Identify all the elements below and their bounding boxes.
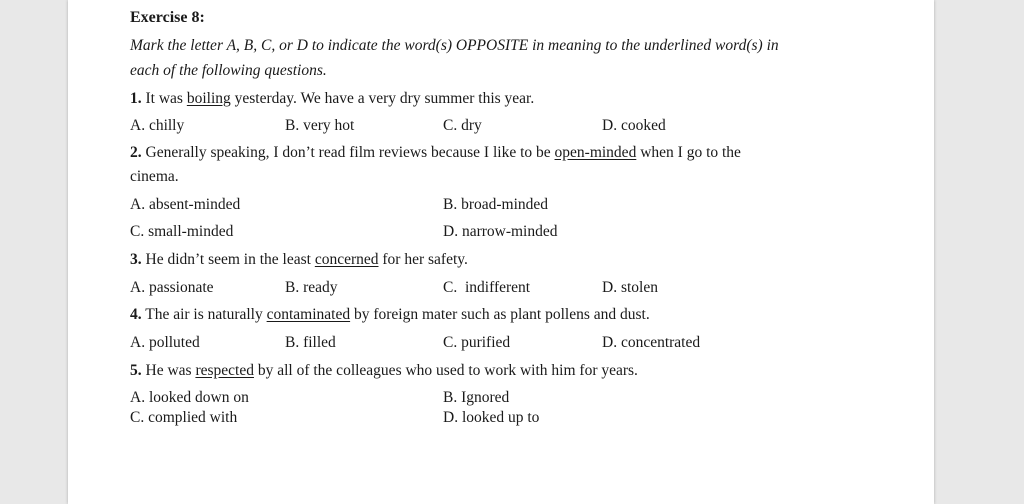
option-a: A. absent-minded — [130, 196, 241, 213]
underlined-word: boiling — [186, 90, 231, 107]
option-d: D. narrow-minded — [443, 223, 558, 240]
underlined-word: respected — [195, 362, 254, 379]
question-text: The air is naturally — [145, 306, 263, 323]
question-number: 5. — [130, 362, 142, 379]
option-d: D. looked up to — [443, 409, 540, 426]
option-b: B. ready — [285, 279, 338, 296]
question-text: It was — [145, 90, 183, 107]
question-3 — [130, 251, 468, 269]
question-text: when I go to the — [640, 144, 741, 161]
option-c: C. purified — [443, 334, 511, 351]
option-b: B. Ignored — [443, 389, 510, 406]
underlined-word: contaminated — [266, 306, 351, 323]
question-text: by all of the colleagues who used to work with him for years. — [257, 362, 638, 379]
option-a: A. passionate — [130, 279, 214, 296]
question-text: Generally speaking, I don’t read film reviews because I like to be — [145, 144, 551, 161]
question-2-continuation: cinema. — [130, 168, 179, 185]
question-text: for her safety. — [382, 251, 468, 268]
exercise-title: Exercise 8: — [130, 9, 205, 26]
option-c: C. complied with — [130, 409, 238, 426]
question-text: He was — [145, 362, 192, 379]
question-number: 1. — [130, 90, 142, 107]
option-a: A. polluted — [130, 334, 200, 351]
option-d: D. concentrated — [602, 334, 701, 351]
question-5 — [130, 362, 638, 380]
underlined-word: open-minded — [554, 144, 637, 161]
underlined-word: concerned — [314, 251, 379, 268]
option-a: A. chilly — [130, 117, 185, 134]
document-page — [68, 0, 934, 504]
option-c: C. small-minded — [130, 223, 234, 240]
option-d: D. stolen — [602, 279, 658, 296]
option-a: A. looked down on — [130, 389, 249, 406]
option-c: C. indifferent — [443, 279, 531, 296]
question-text: He didn’t seem in the least — [145, 251, 311, 268]
question-number: 4. — [130, 306, 142, 323]
option-b: B. very hot — [285, 117, 355, 134]
question-number: 3. — [130, 251, 142, 268]
option-d: D. cooked — [602, 117, 666, 134]
question-1 — [130, 90, 534, 108]
question-4 — [130, 306, 650, 324]
question-text: by foreign mater such as plant pollens and dust. — [353, 306, 650, 323]
option-c: C. dry — [443, 117, 482, 134]
instruction-line-1: Mark the letter A, B, C, or D to indicate the word(s) OPPOSITE in meaning to the underlined word(s) in — [130, 37, 779, 54]
option-b: B. broad-minded — [443, 196, 549, 213]
question-2 — [130, 144, 741, 162]
instruction-line-2: each of the following questions. — [130, 62, 327, 79]
question-number: 2. — [130, 144, 142, 161]
option-b: B. filled — [285, 334, 336, 351]
question-text: yesterday. We have a very dry summer this year. — [234, 90, 535, 107]
